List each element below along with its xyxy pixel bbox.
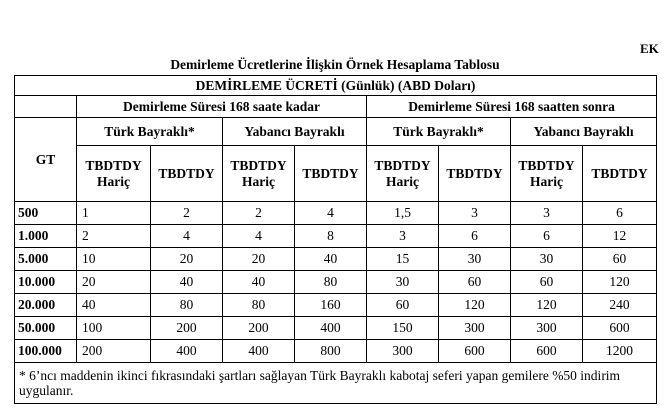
table-cell: 300 (367, 340, 439, 363)
table-cell: 40 (223, 271, 295, 294)
gt-value: 5.000 (15, 248, 77, 271)
table-cell: 30 (511, 248, 583, 271)
table-cell: 3 (367, 225, 439, 248)
table-cell: 2 (151, 202, 223, 225)
table-cell: 300 (439, 317, 511, 340)
table-cell: 160 (295, 294, 367, 317)
table-row (15, 202, 657, 225)
flag-header: Türk Bayraklı* (77, 118, 223, 146)
table-cell: 240 (583, 294, 657, 317)
table-cell: 200 (151, 317, 223, 340)
table-row (15, 340, 657, 363)
table-cell: 3 (511, 202, 583, 225)
table-row (15, 294, 657, 317)
tbdty-header: TBDTDY (439, 146, 511, 202)
table-cell: 40 (77, 294, 151, 317)
table-cell: 12 (583, 225, 657, 248)
table-cell: 600 (439, 340, 511, 363)
page-title: Demirleme Ücretlerine İlişkin Örnek Hesaplama Tablosu (170, 57, 500, 72)
flag-header: Yabancı Bayraklı (511, 118, 657, 146)
table-cell: 600 (583, 317, 657, 340)
table-cell: 200 (77, 340, 151, 363)
period-header-first: Demirleme Süresi 168 saate kadar (77, 96, 367, 118)
table-cell: 80 (295, 271, 367, 294)
table-cell: 20 (77, 271, 151, 294)
table-cell: 120 (511, 294, 583, 317)
table-cell: 200 (223, 317, 295, 340)
main-header: DEMİRLEME ÜCRETİ (Günlük) (ABD Doları) (15, 76, 657, 96)
table-cell: 15 (367, 248, 439, 271)
tbdty-excluded-line2: Hariç (242, 173, 275, 189)
tbdty-header: TBDTDY (151, 146, 223, 202)
table-row (15, 225, 657, 248)
tbdty-excluded-line1: TBDTDY (230, 157, 287, 173)
table-cell: 60 (511, 271, 583, 294)
table-cell: 120 (439, 294, 511, 317)
table-cell: 1,5 (367, 202, 439, 225)
tbdty-excluded-line1: TBDTDY (374, 157, 431, 173)
table-cell: 4 (151, 225, 223, 248)
tbdty-excluded-line2: Hariç (386, 173, 419, 189)
tbdty-header: TBDTDY (295, 146, 367, 202)
table-row (15, 248, 657, 271)
table-cell: 20 (223, 248, 295, 271)
table-row (15, 317, 657, 340)
gt-value: 500 (15, 202, 77, 225)
table-cell: 400 (151, 340, 223, 363)
table-cell: 40 (151, 271, 223, 294)
table-cell: 80 (151, 294, 223, 317)
gt-value: 20.000 (15, 294, 77, 317)
table-cell: 4 (223, 225, 295, 248)
table-cell: 400 (223, 340, 295, 363)
tbdty-excluded-header (223, 146, 295, 202)
table-cell: 3 (439, 202, 511, 225)
period-header-second: Demirleme Süresi 168 saatten sonra (367, 96, 657, 118)
table-cell: 6 (583, 202, 657, 225)
gt-header: GT (15, 118, 77, 202)
table-cell: 60 (367, 294, 439, 317)
tbdty-header: TBDTDY (583, 146, 657, 202)
table-cell: 100 (77, 317, 151, 340)
table-cell: 20 (151, 248, 223, 271)
table-cell: 2 (223, 202, 295, 225)
table-cell: 600 (511, 340, 583, 363)
gt-header-spacer (15, 96, 77, 118)
gt-value: 1.000 (15, 225, 77, 248)
table-cell: 60 (583, 248, 657, 271)
corner-label: EK (640, 41, 659, 56)
table-cell: 80 (223, 294, 295, 317)
table-cell: 400 (295, 317, 367, 340)
table-cell: 6 (439, 225, 511, 248)
gt-value: 10.000 (15, 271, 77, 294)
tbdty-excluded-header (511, 146, 583, 202)
table-cell: 150 (367, 317, 439, 340)
table-cell: 60 (439, 271, 511, 294)
table-cell: 10 (77, 248, 151, 271)
table-cell: 30 (439, 248, 511, 271)
table-cell: 2 (77, 225, 151, 248)
flag-header: Türk Bayraklı* (367, 118, 511, 146)
table-cell: 300 (511, 317, 583, 340)
tbdty-excluded-line1: TBDTDY (518, 157, 575, 173)
tbdty-excluded-line2: Hariç (530, 173, 563, 189)
footnote: * 6’ncı maddenin ikinci fıkrasındaki şartları sağlayan Türk Bayraklı kabotaj seferi yapan gemilere %50 indirim uygulanır. (15, 363, 657, 404)
table-cell: 8 (295, 225, 367, 248)
tbdty-excluded-header (77, 146, 151, 202)
table-cell: 800 (295, 340, 367, 363)
table-cell: 1200 (583, 340, 657, 363)
gt-value: 100.000 (15, 340, 77, 363)
tbdty-excluded-header (367, 146, 439, 202)
table-cell: 4 (295, 202, 367, 225)
tbdty-excluded-line2: Hariç (97, 173, 130, 189)
table-cell: 120 (583, 271, 657, 294)
tbdty-excluded-line1: TBDTDY (85, 157, 142, 173)
fee-table (14, 75, 657, 404)
table-cell: 6 (511, 225, 583, 248)
table-row (15, 271, 657, 294)
gt-value: 50.000 (15, 317, 77, 340)
table-cell: 1 (77, 202, 151, 225)
table-cell: 30 (367, 271, 439, 294)
table-cell: 40 (295, 248, 367, 271)
flag-header: Yabancı Bayraklı (223, 118, 367, 146)
